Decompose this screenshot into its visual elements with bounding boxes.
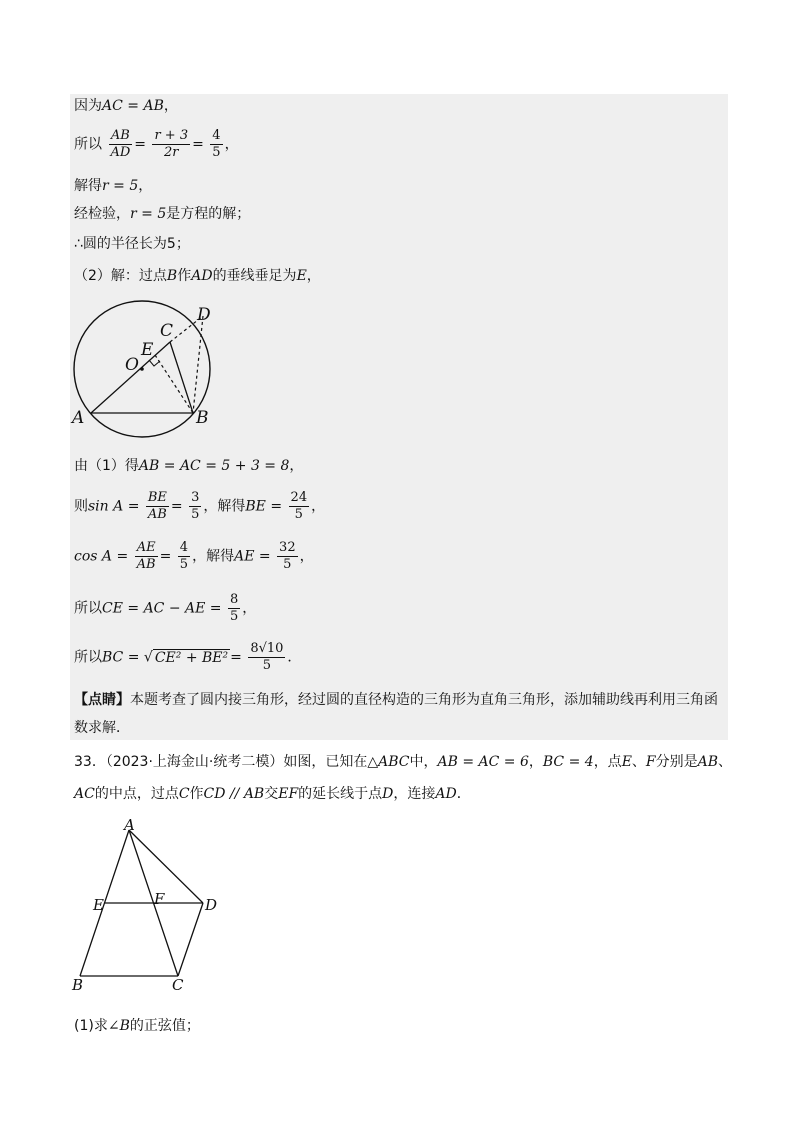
fraction-ab-ad: $\frac{AB}{AD}$ — [110, 128, 131, 160]
fraction-4-5: $\frac{4}{5}$ — [212, 128, 221, 160]
solution-line-2: 所以 $\frac{AB}{AD}$ = $\frac{r + 3}{2r}$ = $\frac{4}{5}$ ， — [74, 128, 239, 160]
solution-line-8: 则sin A = $\frac{BE}{AB}$ = $\frac{3}{5}$ ，解得BE = $\frac{24}{5}$ ， — [74, 490, 326, 522]
solution-line-6: （2）解：过点B作AD的垂线垂足为E， — [74, 268, 321, 284]
fig2-label-f: F — [154, 890, 165, 908]
solution-line-3: 解得r = 5， — [74, 178, 153, 194]
fig2-label-d: D — [205, 896, 218, 914]
problem-line-2: AC的中点，过点C作CD // AB交EF的延长线于点D，连接AD． — [74, 786, 471, 802]
fig1-label-a: A — [72, 408, 85, 428]
fraction-32-5: $\frac{32}{5}$ — [279, 540, 296, 572]
fig2-label-a: A — [124, 816, 135, 834]
solution-line-7: 由（1）得AB = AC = 5 + 3 = 8， — [74, 458, 304, 474]
fig1-label-b: B — [196, 408, 209, 428]
problem-line-1: 33．（2023·上海金山·统考二模）如图，已知在△ABC中，AB = AC = 6，BC = 4，点E、F分别是AB、 — [74, 754, 733, 770]
fraction-8sqrt10-5: $\frac{8√10}{5}$ — [250, 641, 284, 673]
fig2-label-e: E — [93, 896, 104, 914]
fraction-24-5: $\frac{24}{5}$ — [290, 490, 308, 522]
solution-line-5: ∴圆的半径长为5； — [74, 236, 190, 252]
fig1-label-d: D — [197, 305, 211, 325]
solution-line-11: 所以BC = √ CE² + BE² = $\frac{8√10}{5}$ ． — [74, 641, 302, 673]
solution-line-4: 经检验，r = 5是方程的解； — [74, 206, 251, 222]
fig1-label-e: E — [141, 340, 154, 360]
fig2-label-c: C — [172, 976, 184, 994]
fraction-8-5: $\frac{8}{5}$ — [229, 592, 239, 624]
solution-line-12: 【点睛】本题考查了圆内接三角形，经过圆的直径构造的三角形为直角三角形，添加辅助线再利用三角函 — [74, 692, 718, 708]
fig1-label-c: C — [160, 321, 174, 341]
fraction-ae-ab: $\frac{AE}{AB}$ — [136, 540, 156, 572]
fig1-label-o: O — [125, 355, 139, 375]
fraction-3-5: $\frac{3}{5}$ — [191, 490, 200, 522]
sqrt-expression: CE² + BE² — [154, 649, 229, 666]
fraction-4-5b: $\frac{4}{5}$ — [179, 540, 189, 572]
solution-line-13: 数求解． — [74, 720, 130, 736]
fraction-r: $\frac{r + 3}{2r}$ — [154, 128, 189, 160]
fraction-be-ab: $\frac{BE}{AB}$ — [147, 490, 167, 522]
question-1: (1)求∠B的正弦值； — [74, 1018, 200, 1034]
solution-line-10: 所以CE = AC − AE = $\frac{8}{5}$ ， — [74, 592, 257, 624]
solution-line-1: 因为AC = AB， — [74, 98, 178, 114]
fig2-label-b: B — [72, 976, 84, 994]
solution-line-9: cos A = $\frac{AE}{AB}$ = $\frac{4}{5}$ ，解得AE = $\frac{32}{5}$ ， — [74, 540, 314, 572]
